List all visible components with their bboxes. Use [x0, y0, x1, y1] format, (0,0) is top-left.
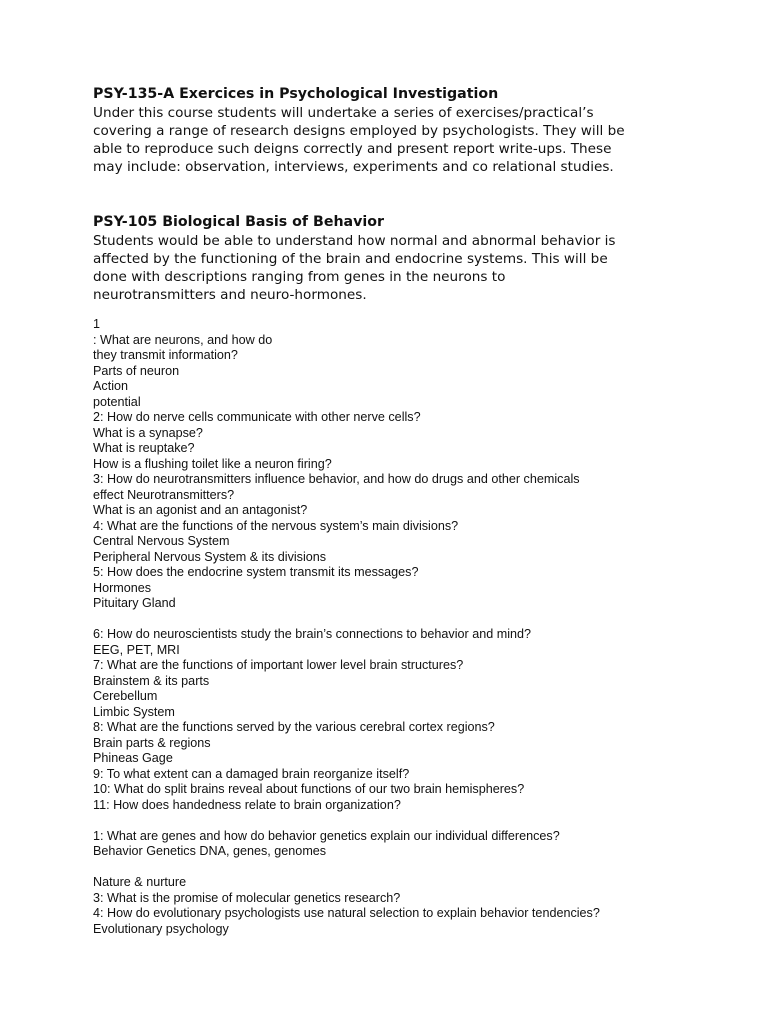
outline-line: potential	[93, 394, 141, 409]
description-line: may include: observation, interviews, experiments and co relational studies.	[93, 159, 614, 175]
outline-line: Phineas Gage	[93, 751, 173, 765]
outline-line: EEG, PET, MRI	[93, 642, 180, 657]
outline-line: Limbic System	[93, 704, 175, 719]
outline-line: Parts of neuron	[93, 363, 180, 378]
outline-line: 4: How do evolutionary psychologists use natural selection to explain behavior tendencies?	[93, 906, 600, 920]
outline-line: Pituitary Gland	[93, 596, 176, 610]
description-line: done with descriptions ranging from genes in the neurons to	[93, 269, 506, 285]
course-description	[93, 104, 733, 176]
course-section-psy-135	[93, 84, 733, 176]
outline-line: Evolutionary psychology	[93, 921, 229, 936]
outline-line: 9: To what extent can a damaged brain reorganize itself?	[93, 766, 410, 781]
document-page	[93, 84, 733, 937]
outline-line: Action	[93, 379, 129, 393]
course-description	[93, 232, 733, 304]
description-line: affected by the functioning of the brain and endocrine systems. This will be	[93, 251, 608, 267]
outline-line: What is reuptake?	[93, 441, 195, 455]
outline-line: : What are neurons, and how do	[93, 332, 273, 347]
description-line: covering a range of research designs employed by psychologists. They will be	[93, 123, 625, 139]
outline-line: effect Neurotransmitters?	[93, 487, 235, 502]
outline-line: 1: What are genes and how do behavior genetics explain our individual differences?	[93, 828, 560, 843]
description-line: able to reproduce such deigns correctly and present report write-ups. These	[93, 141, 612, 157]
description-line: Under this course students will undertake a series of exercises/practical’s	[93, 105, 594, 121]
topic-outline	[93, 317, 733, 937]
outline-line: 2: How do nerve cells communicate with other nerve cells?	[93, 410, 421, 424]
outline-line: 6: How do neuroscientists study the brain’s connections to behavior and mind?	[93, 627, 532, 641]
outline-line: 8: What are the functions served by the various cerebral cortex regions?	[93, 720, 495, 734]
description-line: neurotransmitters and neuro-hormones.	[93, 287, 367, 303]
description-line: Students would be able to understand how normal and abnormal behavior is	[93, 233, 616, 249]
outline-line: 11: How does handedness relate to brain organization?	[93, 797, 401, 812]
outline-line: 7: What are the functions of important lower level brain structures?	[93, 658, 464, 672]
outline-line: 3: What is the promise of molecular genetics research?	[93, 890, 401, 905]
outline-line: Brainstem & its parts	[93, 673, 210, 688]
outline-line: What is an agonist and an antagonist?	[93, 503, 308, 517]
outline-line: 3: How do neurotransmitters influence behavior, and how do drugs and other chemicals	[93, 472, 580, 486]
outline-line	[93, 612, 733, 628]
outline-line: they transmit information?	[93, 348, 238, 362]
outline-line: What is a synapse?	[93, 425, 203, 440]
course-title: PSY-105 Biological Basis of Behavior	[93, 214, 384, 230]
outline-line: Peripheral Nervous System & its divisions	[93, 549, 327, 564]
outline-line: 5: How does the endocrine system transmit its messages?	[93, 565, 419, 579]
outline-line: 1	[93, 317, 101, 331]
course-title: PSY-135-A Exercices in Psychological Investigation	[93, 86, 499, 102]
outline-line: Central Nervous System	[93, 534, 230, 548]
outline-line: Hormones	[93, 580, 152, 595]
outline-line: How is a flushing toilet like a neuron firing?	[93, 456, 332, 471]
outline-line	[93, 860, 733, 876]
outline-line: Behavior Genetics DNA, genes, genomes	[93, 844, 327, 858]
course-section-psy-105	[93, 212, 733, 304]
outline-line: Nature & nurture	[93, 875, 187, 889]
outline-line: 10: What do split brains reveal about functions of our two brain hemispheres?	[93, 782, 525, 796]
outline-line: 4: What are the functions of the nervous system’s main divisions?	[93, 518, 459, 533]
outline-line: Cerebellum	[93, 689, 158, 703]
outline-line	[93, 813, 733, 829]
outline-line: Brain parts & regions	[93, 735, 211, 750]
